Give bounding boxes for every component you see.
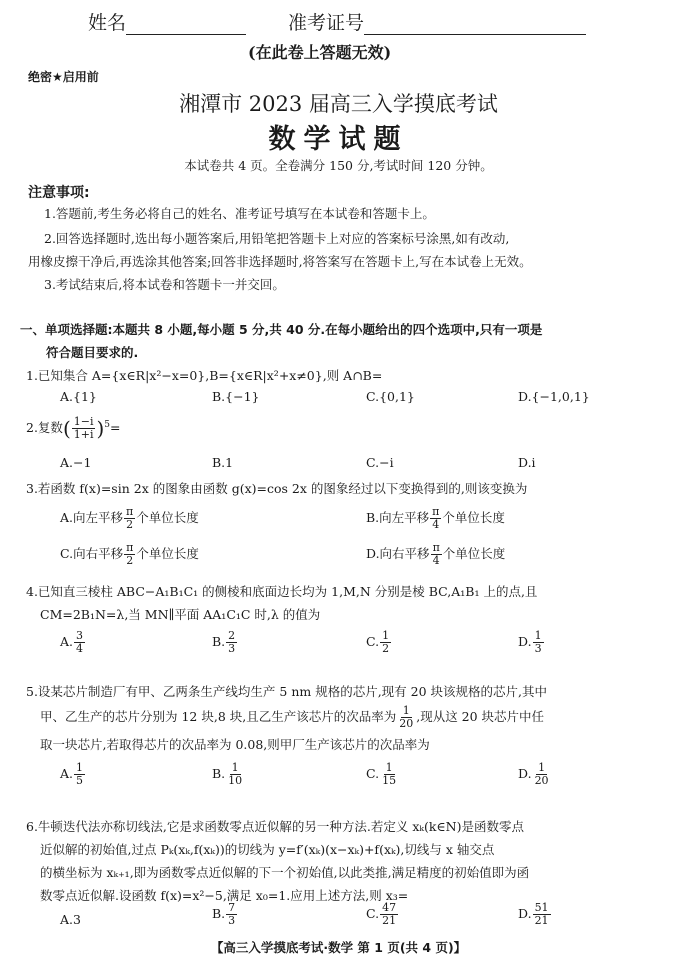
- q5-c-num: 1: [385, 761, 393, 774]
- page-footer: 【高三入学摸底考试·数学 第 1 页(共 4 页)】: [210, 940, 467, 955]
- q3-option-c: [60, 542, 199, 567]
- notice-heading: 注意事项:: [28, 185, 90, 201]
- q3-b-post: 个单位长度: [442, 510, 505, 525]
- q6-stem-line-1: 6.牛顿迭代法亦称切线法,它是求函数零点近似解的另一种方法.若定义 xₖ(k∈N)是函数零点: [26, 819, 524, 834]
- q1-stem: 1.已知集合 A={x∈R|x²−x=0},B={x∈R|x²+x≠0},则 A∩B=: [26, 368, 383, 383]
- q3-a-pre: A.向左平移: [60, 510, 124, 525]
- q2-stem: 2.复数( $\frac{1-i}{1+i}$ )$^5$=: [26, 415, 121, 441]
- q6-option-d: [518, 902, 552, 927]
- q4-d-frac: [533, 630, 544, 655]
- q3-c-frac: [124, 542, 135, 567]
- q3-c-den: 2: [126, 554, 134, 567]
- q4-option-b: [212, 630, 238, 655]
- q6-d-label: D.: [518, 906, 532, 921]
- q3-d-pre: D.向右平移: [366, 546, 430, 561]
- q5-option-c: [366, 762, 399, 787]
- exam-title: 湘潭市 2023 届高三入学摸底考试: [179, 92, 498, 116]
- q5-d-label: D.: [518, 766, 532, 781]
- q6-b-frac: [226, 902, 237, 927]
- q3-b-pre: B.向左平移: [366, 510, 430, 525]
- q2-frac-num: 1−i: [73, 415, 94, 428]
- q3-a-frac: [124, 506, 135, 531]
- q2-exponent: 5: [104, 419, 111, 430]
- q5-stem-line-1: 5.设某芯片制造厂有甲、乙两条生产线均生产 5 nm 规格的芯片,现有 20 块该规格的芯片,其中: [26, 684, 548, 699]
- q2-option-d: D.i: [518, 455, 536, 470]
- q4-option-c: [366, 630, 392, 655]
- id-field: [288, 8, 586, 35]
- q6-option-a: A.3: [60, 912, 81, 927]
- q5-b-frac: [226, 762, 244, 787]
- name-field: [88, 8, 246, 35]
- q5-a-frac: [74, 762, 85, 787]
- q5-stem-line-2: [40, 705, 544, 730]
- q4-d-label: D.: [518, 634, 532, 649]
- q6-option-c: [366, 902, 399, 927]
- q2-option-a: A.−1: [60, 455, 92, 470]
- q3-d-den: 4: [432, 554, 440, 567]
- q5-c-frac: [380, 762, 398, 787]
- q3-b-frac: [430, 506, 441, 531]
- subject-title: 数学试题: [268, 124, 409, 155]
- q3-c-pre: C.向右平移: [60, 546, 124, 561]
- q5-option-d: [518, 762, 552, 787]
- q5-option-a: [60, 762, 86, 787]
- id-label: 准考证号: [288, 12, 365, 34]
- q4-stem-line-2: CM=2B₁N=λ,当 MN∥平面 AA₁C₁C 时,λ 的值为: [40, 607, 321, 622]
- q5-line2-post: ,现从这 20 块芯片中任: [416, 709, 545, 724]
- q6-d-num: 51: [534, 901, 549, 914]
- q5-a-label: A.: [60, 766, 74, 781]
- q4-a-den: 4: [76, 642, 84, 655]
- q1-option-a: A.{1}: [60, 389, 97, 404]
- q3-d-post: 个单位长度: [442, 546, 506, 561]
- q3-c-post: 个单位长度: [136, 546, 199, 561]
- q4-a-num: 3: [76, 629, 84, 642]
- q4-d-num: 1: [534, 629, 542, 642]
- q3-d-num: π: [432, 541, 440, 554]
- id-underline: [364, 16, 586, 35]
- q4-a-label: A.: [60, 634, 74, 649]
- q4-d-den: 3: [534, 642, 542, 655]
- q2-prefix: 2.复数: [26, 420, 63, 435]
- q1-option-c: C.{0,1}: [366, 389, 415, 404]
- q2-fraction: [72, 416, 96, 441]
- q5-d-den: 20: [534, 774, 549, 787]
- notice-item-2-line-1: 2.回答选择题时,选出每小题答案后,用铅笔把答题卡上对应的答案标号涂黑,如有改动,: [44, 231, 510, 246]
- q5-c-den: 15: [382, 774, 397, 787]
- q4-c-label: C.: [366, 634, 380, 649]
- q6-d-den: 21: [534, 914, 549, 927]
- q4-c-num: 1: [382, 629, 390, 642]
- q5-d-num: 1: [538, 761, 546, 774]
- q3-d-frac: [431, 542, 442, 567]
- name-underline: [126, 16, 246, 35]
- q6-c-frac: [380, 902, 398, 927]
- q5-b-label: B.: [212, 766, 226, 781]
- q3-option-b: [366, 506, 505, 531]
- q2-option-c: C.−i: [366, 455, 394, 470]
- q6-stem-line-3: 的横坐标为 xₖ₊₁,即为函数零点近似解的下一个初始值,以此类推,满足精度的初始值即为函: [40, 865, 530, 880]
- invalid-note: (在此卷上答题无效): [248, 43, 392, 62]
- q5-d-frac: [533, 762, 551, 787]
- q3-stem: 3.若函数 f(x)=sin 2x 的图象由函数 g(x)=cos 2x 的图象经过以下变换得到的,则该变换为: [26, 481, 528, 496]
- q6-c-num: 47: [382, 901, 397, 914]
- q4-b-label: B.: [212, 634, 226, 649]
- q5-b-den: 10: [228, 774, 243, 787]
- q3-a-num: π: [126, 505, 134, 518]
- q5-line2-num: 1: [402, 704, 410, 717]
- secret-label: 绝密★启用前: [28, 70, 99, 84]
- q3-option-d: [366, 542, 505, 567]
- q2-frac-den: 1+i: [73, 428, 94, 441]
- section-heading-line-2: 符合题目要求的.: [46, 345, 139, 360]
- q6-c-label: C.: [366, 906, 380, 921]
- q5-line2-den: 20: [399, 717, 414, 730]
- q6-c-den: 21: [382, 914, 397, 927]
- q4-a-frac: [74, 630, 85, 655]
- q5-c-label: C.: [366, 766, 380, 781]
- q5-line2-frac: [397, 705, 415, 730]
- q4-b-den: 3: [228, 642, 236, 655]
- q6-b-label: B.: [212, 906, 226, 921]
- q1-option-d: D.{−1,0,1}: [518, 389, 590, 404]
- q4-c-frac: [380, 630, 391, 655]
- q3-c-num: π: [126, 541, 134, 554]
- q6-b-num: 7: [228, 901, 236, 914]
- notice-item-3: 3.考试结束后,将本试卷和答题卡一并交回。: [44, 277, 285, 292]
- q5-stem-line-3: 取一块芯片,若取得芯片的次品率为 0.08,则甲厂生产该芯片的次品率为: [40, 737, 430, 752]
- q4-option-a: [60, 630, 86, 655]
- q3-b-den: 4: [432, 518, 440, 531]
- q6-b-den: 3: [228, 914, 236, 927]
- q2-suffix: =: [110, 420, 121, 435]
- q6-stem-line-2: 近似解的初始值,过点 Pₖ(xₖ,f(xₖ))的切线为 y=f′(xₖ)(x−xₖ)+f(xₖ),切线与 x 轴交点: [40, 842, 495, 857]
- q3-a-den: 2: [126, 518, 134, 531]
- notice-item-1: 1.答题前,考生务必将自己的姓名、准考证号填写在本试卷和答题卡上。: [44, 206, 435, 221]
- q5-line2-pre: 甲、乙生产的芯片分别为 12 块,8 块,且乙生产该芯片的次品率为: [40, 709, 397, 724]
- q5-a-den: 5: [76, 774, 84, 787]
- q5-b-num: 1: [231, 761, 239, 774]
- q4-b-frac: [226, 630, 237, 655]
- section-heading-line-1: 一、单项选择题:本题共 8 小题,每小题 5 分,共 40 分.在每小题给出的四个选项中,只有一项是: [20, 322, 543, 337]
- q3-a-post: 个单位长度: [136, 510, 199, 525]
- q6-stem-line-4: 数零点近似解.设函数 f(x)=x²−5,满足 x₀=1.应用上述方法,则 x₃=: [40, 888, 409, 903]
- q4-c-den: 2: [382, 642, 390, 655]
- q3-b-num: π: [432, 505, 440, 518]
- q5-option-b: [212, 762, 245, 787]
- q5-a-num: 1: [76, 761, 84, 774]
- q4-stem-line-1: 4.已知直三棱柱 ABC−A₁B₁C₁ 的侧棱和底面边长均为 1,M,N 分别是棱 BC,A₁B₁ 上的点,且: [26, 584, 538, 599]
- q6-d-frac: [533, 902, 551, 927]
- notice-item-2-line-2: 用橡皮擦干净后,再选涂其他答案;回答非选择题时,将答案写在答题卡上,写在本试卷上无效。: [28, 254, 532, 269]
- q6-option-b: [212, 902, 238, 927]
- q4-b-num: 2: [228, 629, 236, 642]
- q2-option-b: B.1: [212, 455, 234, 470]
- exam-subtitle: 本试卷共 4 页。全卷满分 150 分,考试时间 120 分钟。: [184, 158, 493, 173]
- q4-option-d: [518, 630, 545, 655]
- name-label: 姓名: [88, 12, 127, 34]
- q3-option-a: [60, 506, 199, 531]
- q1-option-b: B.{−1}: [212, 389, 260, 404]
